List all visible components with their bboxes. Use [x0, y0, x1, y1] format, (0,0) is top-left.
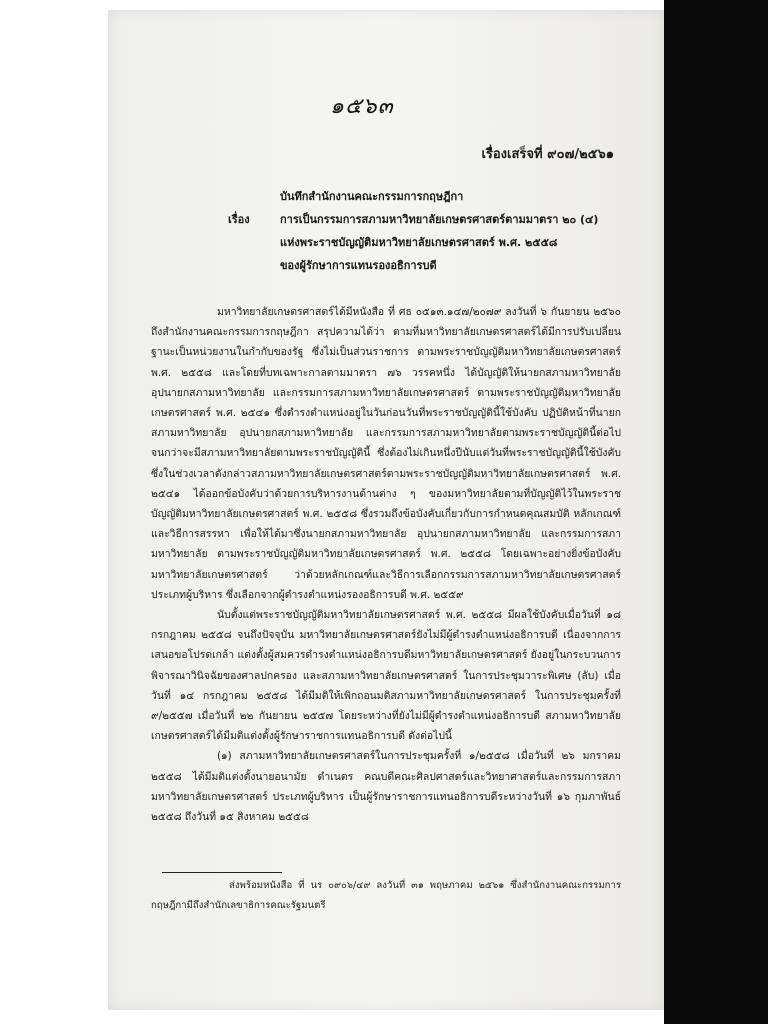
- footnote-divider: [162, 872, 282, 873]
- footnote-text: ส่งพร้อมหนังสือ ที่ นร ๐๙๐๖/๔๙ ลงวันที่ ๓๑ พฤษภาคม ๒๕๖๑ ซึ่งสำนักงานคณะกรรมการกฤษฎีกามีถึงสำนักเลขาธิการคณะรัฐมนตรี: [151, 880, 621, 911]
- left-margin: [0, 0, 108, 1024]
- bottom-margin: [108, 1010, 664, 1024]
- body-paragraph: (๑) สภามหาวิทยาลัยเกษตรศาสตร์ในการประชุมครั้งที่ ๑/๒๕๕๘ เมื่อวันที่ ๒๖ มกราคม ๒๕๕๘ ได้มีมติแต่งตั้งนายอนามัย ดำเนตร คณบดีคณะศิลปศาสตร์และวิทยาศาสตร์และกรรมการสภามหาวิทยาลัยเกษตรศาสตร์ ประเภทผู้บริหาร เป็นผู้รักษาราชการแทนอธิการบดีระหว่างวันที่ ๑๖ กุมภาพันธ์ ๒๕๕๘ ถึงวันที่ ๑๕ สิงหาคม ๒๕๕๘: [151, 750, 621, 824]
- memo-heading: [228, 185, 628, 277]
- footnote: [151, 876, 621, 916]
- top-margin: [108, 0, 664, 10]
- memo-title: บันทึกสำนักงานคณะกรรมการกฤษฎีกา: [280, 190, 464, 203]
- subject-block: [228, 208, 628, 277]
- body-paragraph: มหาวิทยาลัยเกษตรศาสตร์ได้มีหนังสือ ที่ ศธ ๐๕๑๓.๑๔๗/๒๐๗๙ ลงวันที่ ๖ กันยายน ๒๕๖๐ ถึงสำนักงานคณะกรรมการกฤษฎีกา สรุปความได้ว่า ตามที่มหาวิทยาลัยเกษตรศาสตร์ได้มีการปรับเปลี่ยนฐานะเป็นหน่วยงานในกำกับของรัฐ ซึ่งไม่เป็นส่วนราชการ ตามพระราชบัญญัติมหาวิทยาลัยเกษตรศาสตร์ พ.ศ. ๒๕๕๘ และโดยที่บทเฉพาะกาลตามมาตรา ๗๖ วรรคหนึ่ง ได้บัญญัติให้นายกสภามหาวิทยาลัย อุปนายกสภามหาวิทยาลัย และกรรมการสภามหาวิทยาลัยเกษตรศาสตร์ ตามพระราชบัญญัติมหาวิทยาลัยเกษตรศาสตร์ พ.ศ. ๒๕๔๑ ซึ่งดำรงตำแหน่งอยู่ในวันก่อนวันที่พระราชบัญญัตินี้ใช้บังคับ ปฏิบัติหน้าที่นายกสภามหาวิทยาลัย อุปนายกสภามหาวิทยาลัย และกรรมการสภามหาวิทยาลัยตามพระราชบัญญัตินี้ต่อไป จนกว่าจะมีสภามหาวิทยาลัยตามพระราชบัญญัตินี้ ซึ่งต้องไม่เกินหนึ่งปีนับแต่วันที่พระราชบัญญัตินี้ใช้บังคับ ซึ่งในช่วงเวลาดังกล่าวสภามหาวิทยาลัยเกษตรศาสตร์ตามพระราชบัญญัติมหาวิทยาลัยเกษตรศาสตร์ พ.ศ. ๒๕๔๑ ได้ออกข้อบังคับว่าด้วยการบริหารงานด้านต่าง ๆ ของมหาวิทยาลัยตามที่บัญญัติไว้ในพระราชบัญญัติมหาวิทยาลัยเกษตรศาสตร์ พ.ศ. ๒๕๕๘ ซึ่งรวมถึงข้อบังคับเกี่ยวกับการกำหนดคุณสมบัติ หลักเกณฑ์และวิธีการสรรหา เพื่อให้ได้มาซึ่งนายกสภามหาวิทยาลัย อุปนายกสภามหาวิทยาลัย และกรรมการสภามหาวิทยาลัย ตามพระราชบัญญัติมหาวิทยาลัยเกษตรศาสตร์ พ.ศ. ๒๕๕๘ โดยเฉพาะอย่างยิ่งข้อบังคับมหาวิทยาลัยเกษตรศาสตร์ ว่าด้วยหลักเกณฑ์และวิธีการเลือกกรรมการสภามหาวิทยาลัยเกษตรศาสตร์ ประเภทผู้บริหาร ซึ่งเลือกจากผู้ดำรงตำแหน่งรองอธิการบดี พ.ศ. ๒๕๕๙: [151, 306, 621, 601]
- matter-number: เรื่องเสร็จที่ ๙๐๗/๒๕๖๑: [481, 147, 614, 162]
- memo-body: [151, 302, 621, 827]
- document-page: [108, 10, 664, 1010]
- subject-line: ของผู้รักษาการแทนรองอธิการบดี: [280, 259, 437, 272]
- subject-line: แห่งพระราชบัญญัติมหาวิทยาลัยเกษตรศาสตร์ พ.ศ. ๒๕๕๘: [280, 236, 558, 249]
- subject-text: [280, 208, 628, 277]
- dark-background-edge: [664, 0, 768, 1024]
- subject-label: เรื่อง: [228, 213, 250, 226]
- handwritten-page-number: ๑๕๖๓: [330, 94, 394, 119]
- body-paragraph: นับตั้งแต่พระราชบัญญัติมหาวิทยาลัยเกษตรศาสตร์ พ.ศ. ๒๕๕๘ มีผลใช้บังคับเมื่อวันที่ ๑๘ กรกฎาคม ๒๕๕๘ จนถึงปัจจุบัน มหาวิทยาลัยเกษตรศาสตร์ยังไม่มีผู้ดำรงตำแหน่งอธิการบดี เนื่องจากการเสนอขอโปรดเกล้า แต่งตั้งผู้สมควรดำรงตำแหน่งอธิการบดีมหาวิทยาลัยเกษตรศาสตร์ ยังอยู่ในกระบวนการพิจารณาวินิจฉัยของศาลปกครอง และสภามหาวิทยาลัยเกษตรศาสตร์ ในการประชุมวาระพิเศษ (ลับ) เมื่อวันที่ ๑๔ กรกฎาคม ๒๕๕๘ ได้มีมติให้เพิกถอนมติสภามหาวิทยาลัยเกษตรศาสตร์ ในการประชุมครั้งที่ ๙/๒๕๕๗ เมื่อวันที่ ๒๒ กันยายน ๒๕๕๗ โดยระหว่างที่ยังไม่มีผู้ดำรงตำแหน่งอธิการบดี สภามหาวิทยาลัยเกษตรศาสตร์ได้มีมติแต่งตั้งผู้รักษาราชการแทนอธิการบดี ดังต่อไปนี้: [151, 609, 621, 743]
- subject-line: การเป็นกรรมการสภามหาวิทยาลัยเกษตรศาสตร์ตามมาตรา ๒๐ (๔): [280, 213, 599, 226]
